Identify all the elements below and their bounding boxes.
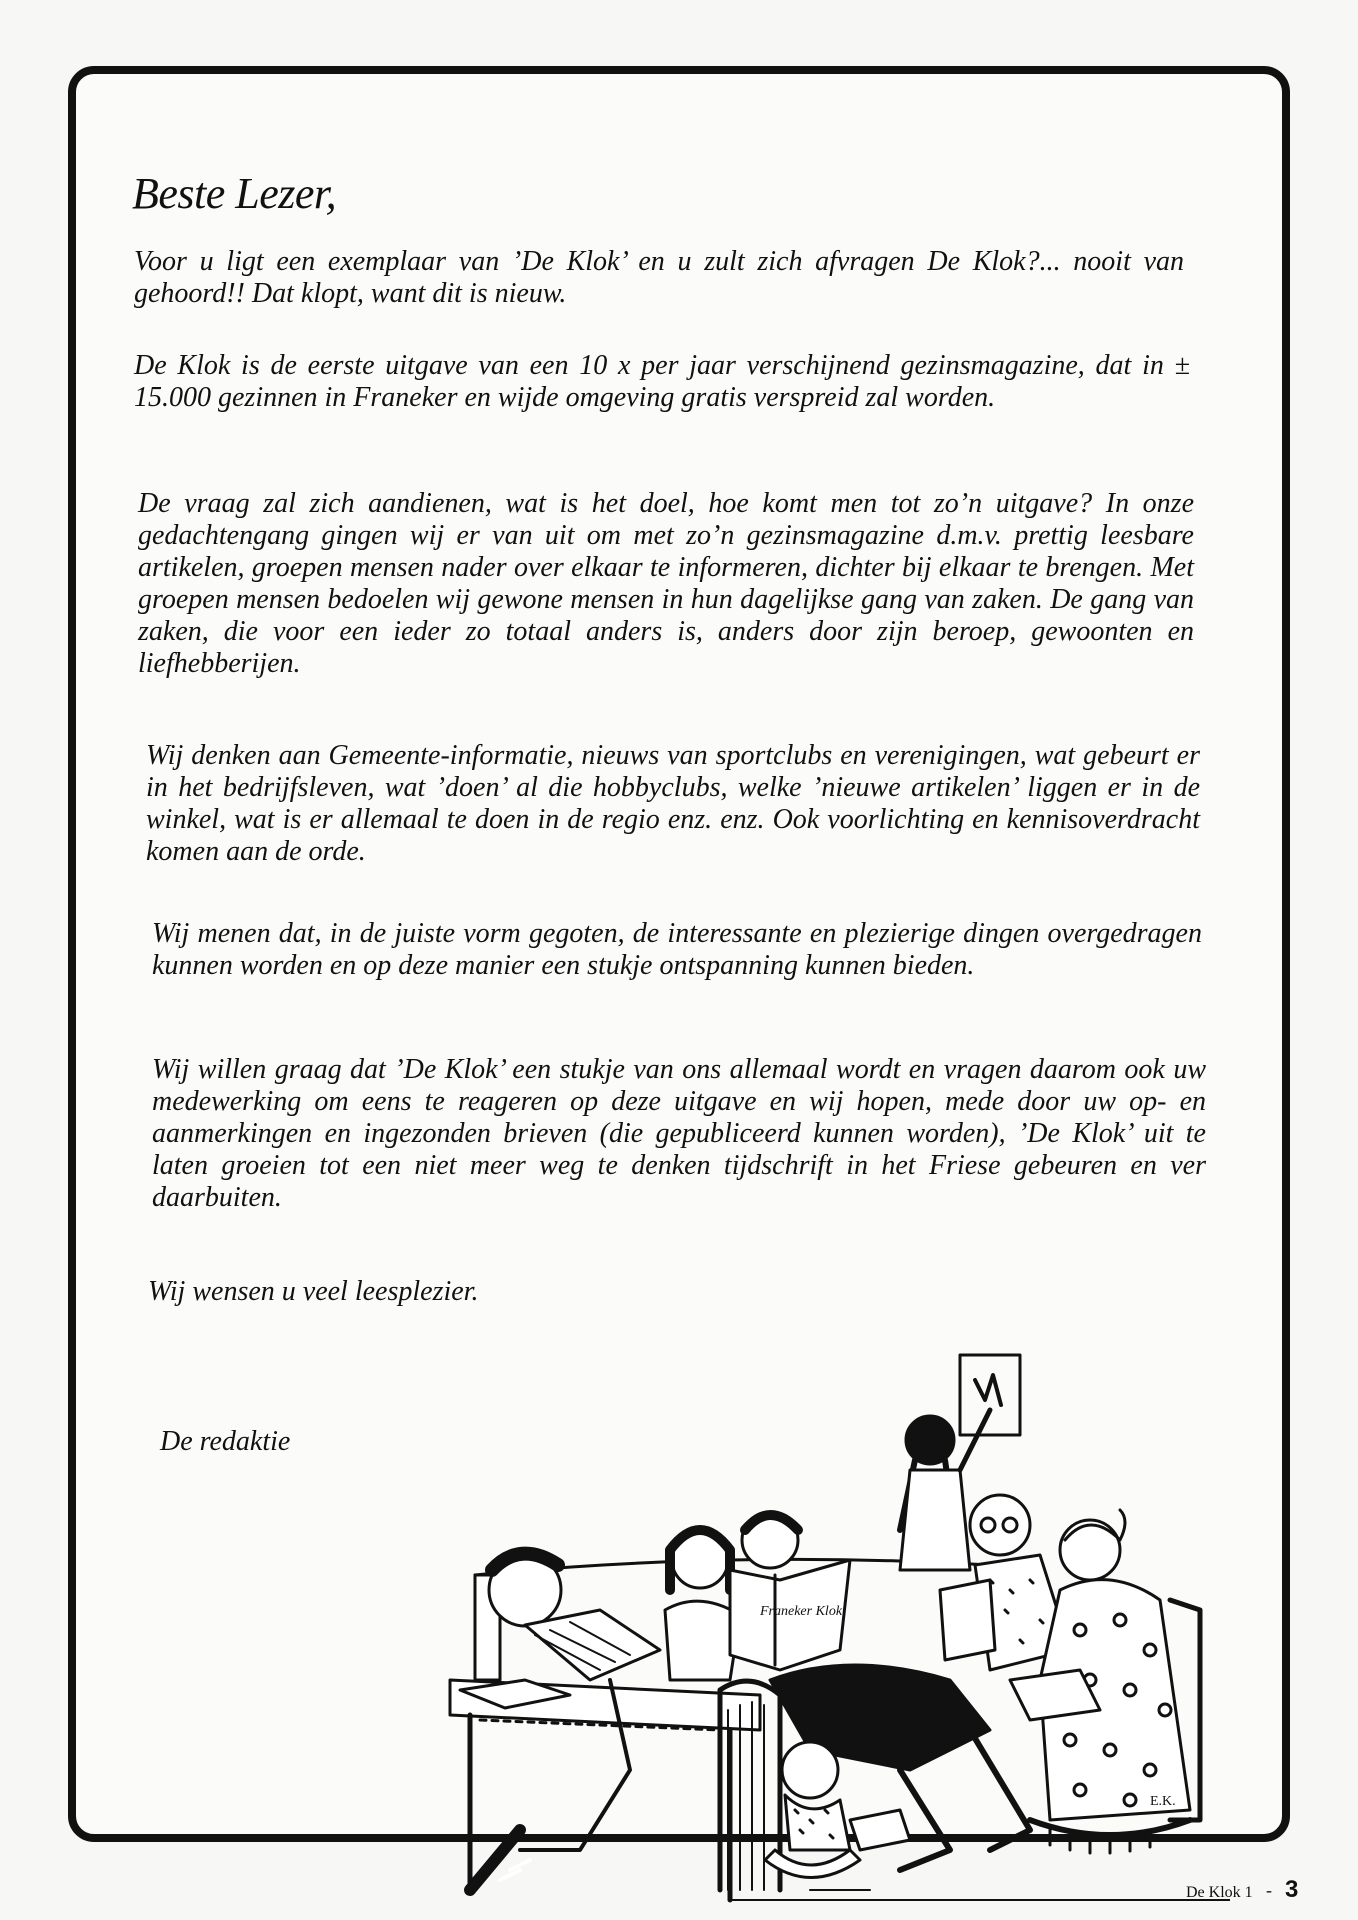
- footer-separator: -: [1266, 1880, 1272, 1900]
- letter-paragraph-4: Wij denken aan Gemeente-informatie, nieuws van sportclubs en verenigingen, wat gebeurt er in het bedrijfsleven, wat ’doen’ al die hobbyclubs, welke ’nieuwe artikelen’ liggen er in de winkel, wat is er allemaal te doen in de regio enz. enz. Ook voorlichting en kennisoverdracht komen aan de orde.: [146, 740, 1200, 867]
- svg-text:Franeker Klok: Franeker Klok: [760, 1604, 843, 1619]
- family-reading-illustration-icon: [430, 1350, 1230, 1910]
- letter-paragraph-5: Wij menen dat, in de juiste vorm gegoten, de interessante en plezierige dingen overgedragen kunnen worden en op deze manier een stukje ontspanning kunnen bieden.: [152, 918, 1202, 981]
- letter-paragraph-1: Voor u ligt een exemplaar van ’De Klok’ en u zult zich afvragen De Klok?... nooit van gehoord!! Dat klopt, want dit is nieuw.: [134, 246, 1184, 309]
- letter-paragraph-2: De Klok is de eerste uitgave van een 10 x per jaar verschijnend gezinsmagazine, dat in ± 15.000 gezinnen in Franeker en wijde omgeving gratis verspreid zal worden.: [134, 350, 1190, 413]
- footer-publication: De Klok 1: [1186, 1884, 1253, 1901]
- page-number: 3: [1285, 1876, 1299, 1903]
- letter-signature: De redaktie: [160, 1426, 291, 1457]
- letter-closing: Wij wensen u veel leesplezier.: [148, 1276, 479, 1307]
- letter-paragraph-6: Wij willen graag dat ’De Klok’ een stukje van ons allemaal wordt en vragen daarom ook uw medewerking om eens te reageren op deze uitgave en wij hopen, mede door uw op- en aanmerkingen en ingezonden brieven (die gepubliceerd kunnen worden), ’De Klok’ uit te laten groeien tot een niet meer weg te denken tijdschrift in het Friese gebeuren en ver daarbuiten.: [152, 1054, 1206, 1213]
- artist-initials: E.K.: [1150, 1794, 1176, 1809]
- letter-paragraph-3: De vraag zal zich aandienen, wat is het doel, hoe komt men tot zo’n uitgave? In onze gedachtengang gingen wij er van uit om met zo’n gezinsmagazine d.m.v. prettig leesbare artikelen, groepen mensen nader over elkaar te informeren, dichter bij elkaar te brengen. Met groepen mensen bedoelen wij gewone mensen in hun dagelijkse gang van zaken. De gang van zaken, die voor een ieder zo totaal anders is, anders door zijn beroep, gewoonten en liefhebberijen.: [138, 488, 1194, 679]
- letter-greeting: Beste Lezer,: [132, 169, 337, 218]
